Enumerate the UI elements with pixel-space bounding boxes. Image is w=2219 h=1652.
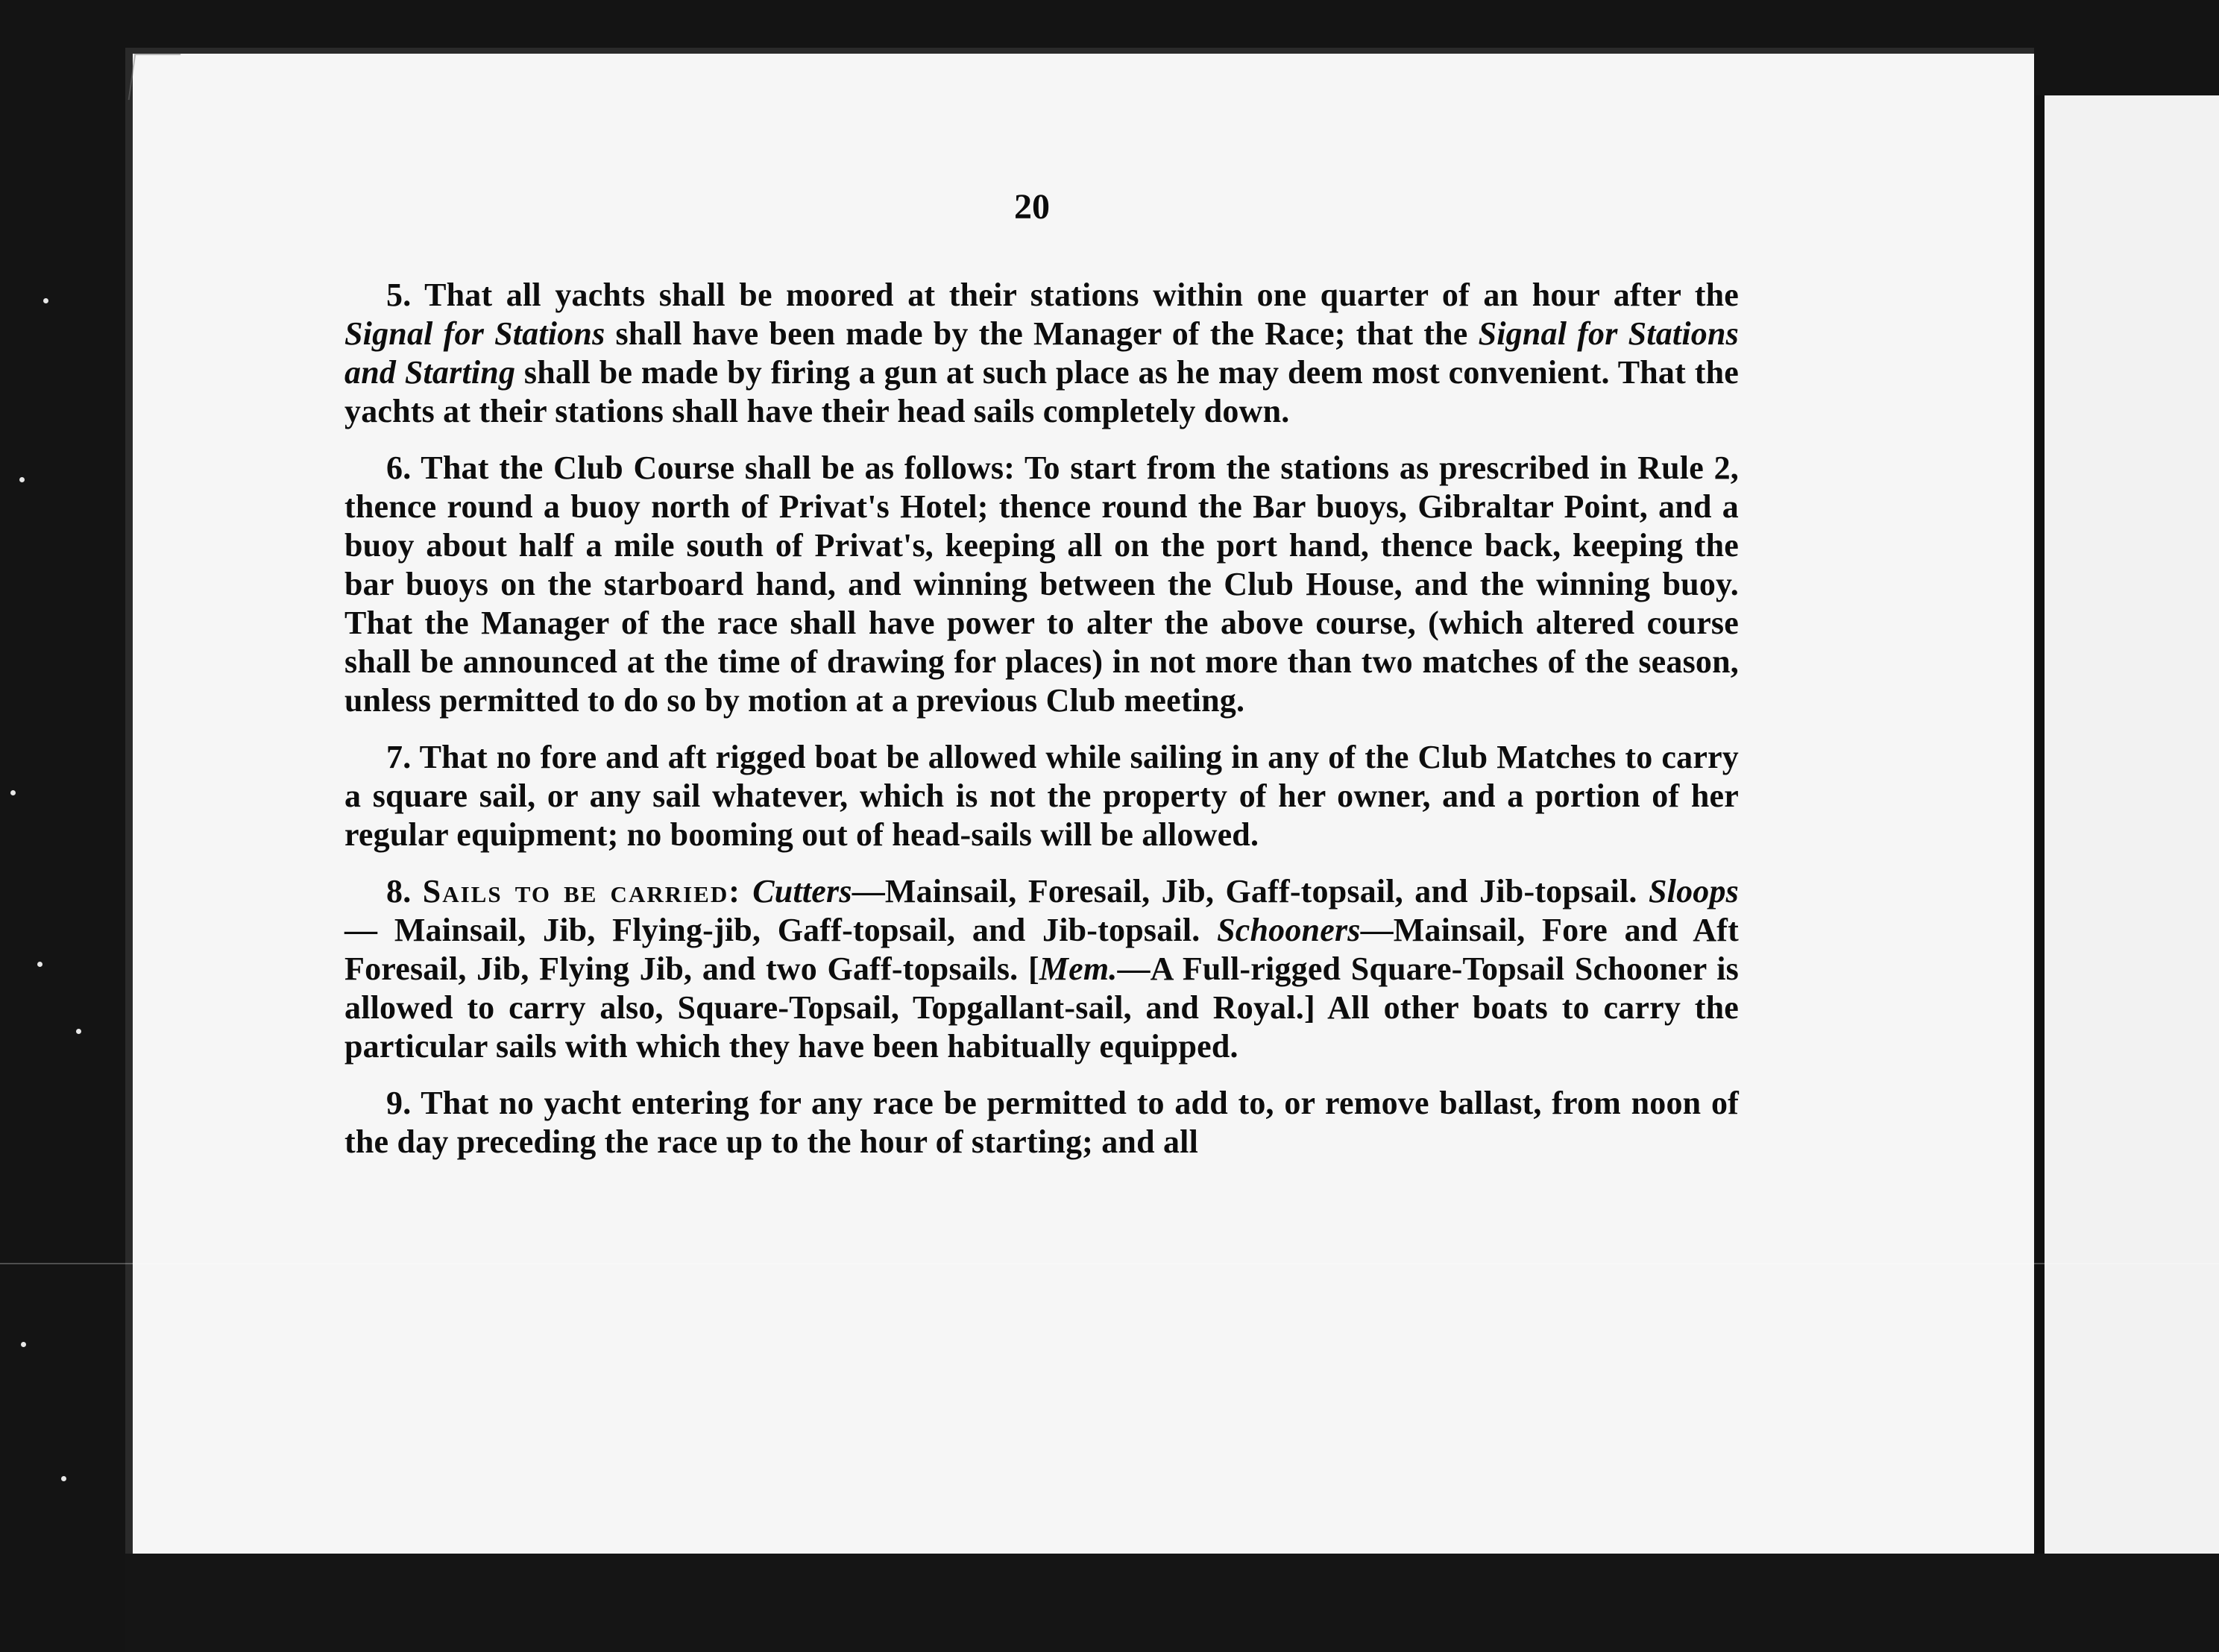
rule-8-number: 8.: [386, 873, 423, 909]
rule-7-text: 7. That no fore and aft rigged boat be allowed while sailing in any of the Club Matches to carry a square sail, or any sail whatever, which is not the property of her owner, and a portion of her regular equipment; no booming out of head-sails will be allowed.: [344, 739, 1739, 853]
rule-6-paragraph: [344, 449, 1739, 720]
rule-9-paragraph: [344, 1084, 1739, 1161]
italic-phrase: Cutters: [752, 873, 852, 909]
film-speck: [43, 298, 48, 303]
rule-5-text: 5. That all yachts shall be moored at their stations within one quarter of an hour after the: [386, 277, 1739, 313]
italic-phrase: Schooners: [1217, 912, 1361, 948]
rule-8-heading: Sails to be carried:: [422, 873, 741, 909]
rule-8-text: —Mainsail, Foresail, Jib, Gaff-topsail, and Jib-topsail.: [852, 873, 1649, 909]
adjacent-page-edge: [2036, 95, 2219, 1554]
italic-phrase: Signal for Stations and Starting: [344, 315, 1739, 391]
film-speck: [76, 1029, 81, 1034]
film-speck: [37, 962, 43, 967]
rule-8-paragraph: [344, 872, 1739, 1066]
film-speck: [19, 477, 25, 482]
rule-5-text: shall have been made by the Manager of the Race; that the: [605, 315, 1479, 352]
page-corner-fold: [128, 54, 181, 100]
rule-5-text: shall be made by firing a gun at such place as he may deem most convenient. That the yachts at their stations shall have their head sails completely down.: [344, 354, 1739, 429]
italic-phrase: Mem.: [1039, 950, 1118, 987]
scan-artifact-line: [0, 1263, 2219, 1264]
page-number: 20: [1014, 187, 1050, 227]
rule-5-paragraph: [344, 276, 1739, 431]
rule-6-text: 6. That the Club Course shall be as follows: To start from the stations as prescribed in Rule 2, thence round a buoy north of Privat's Hotel; thence round the Bar buoys, Gibraltar Point, and a buoy about half a mile south of Privat's, keeping all on the port hand, thence back, keeping the bar buoys on the starboard hand, and winning between the Club House, and the winning buoy. That the Manager of the race shall have power to alter the above course, (which altered course shall be announced at the time of drawing for places) in not more than two matches of the season, unless permitted to do so by motion at a previous Club meeting.: [344, 450, 1739, 719]
rule-8-text: — Mainsail, Jib, Flying-jib, Gaff-topsail, and Jib-topsail.: [344, 912, 1218, 948]
film-speck: [21, 1342, 26, 1347]
film-speck: [61, 1476, 66, 1481]
rule-7-paragraph: [344, 738, 1739, 854]
rule-9-text: 9. That no yacht entering for any race be permitted to add to, or remove ballast, from noon of the day preceding the race up to the hour of starting; and all: [344, 1085, 1739, 1160]
italic-phrase: Signal for Stations: [344, 315, 605, 352]
rules-text: [344, 276, 1739, 1176]
italic-phrase: Sloops: [1648, 873, 1739, 909]
film-speck: [10, 790, 16, 795]
film-border-bottom: [125, 1554, 2219, 1652]
rule-8-text: —A Full-rigged Square-Topsail Schooner is allowed to carry also, Square-Topsail, Topgallant-sail, and Royal.] All other boats to carry the particular sails with which they have been habitually equipped.: [344, 950, 1739, 1065]
rule-8-text: —Mainsail, Fore and Aft Foresail, Jib, Flying Jib, and two Gaff-topsails. [: [344, 912, 1739, 987]
